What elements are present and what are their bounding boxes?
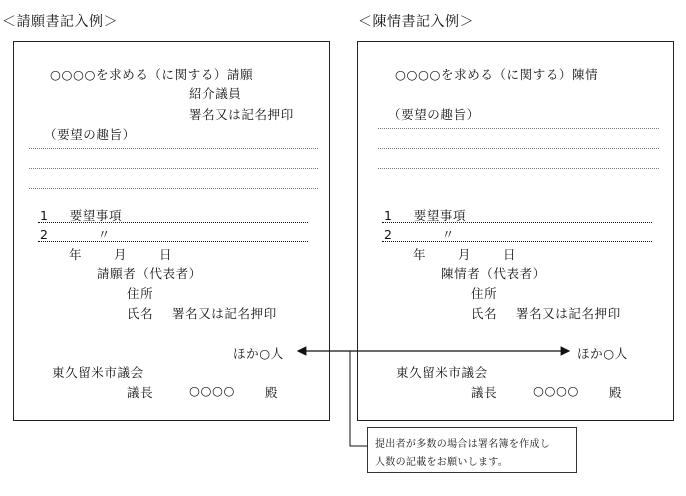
introducer-signature-label: 署名又は記名押印 bbox=[189, 107, 294, 122]
right-form-heading: ＜陳情書記入例＞ bbox=[358, 14, 474, 30]
council-name: 東久留米市議会 bbox=[52, 365, 144, 380]
name-label: 氏名 bbox=[471, 306, 498, 321]
note-line-2: 人数の記載をお願いします。 bbox=[375, 457, 509, 468]
date-month: 月 bbox=[458, 247, 472, 262]
item-number: 1 bbox=[40, 208, 49, 223]
petition-title: ○○○○を求める（に関する）請願 bbox=[50, 67, 254, 82]
ditto-mark: 〃 bbox=[97, 227, 111, 242]
appeal-title: ○○○○を求める（に関する）陳情 bbox=[395, 67, 599, 82]
council-name: 東久留米市議会 bbox=[396, 365, 488, 380]
item-number: 2 bbox=[384, 227, 393, 242]
petitioner-label: 陳情者（代表者） bbox=[441, 266, 546, 281]
date-month: 月 bbox=[114, 247, 128, 262]
left-form-heading: ＜請願書記入例＞ bbox=[2, 14, 118, 30]
item-number: 1 bbox=[384, 208, 393, 223]
note-box bbox=[367, 427, 577, 473]
date-day: 日 bbox=[159, 247, 173, 262]
others-count: ほか○人 bbox=[233, 346, 284, 361]
honorific: 殿 bbox=[609, 385, 623, 400]
name-label: 氏名 bbox=[127, 306, 154, 321]
note-line-1: 提出者が多数の場合は署名簿を作成し bbox=[375, 439, 551, 450]
gist-label: （要望の趣旨） bbox=[44, 127, 136, 142]
introducer-label: 紹介議員 bbox=[189, 86, 242, 101]
signature-label: 署名又は記名押印 bbox=[172, 306, 277, 321]
ditto-mark: 〃 bbox=[441, 227, 455, 242]
chair-label: 議長 bbox=[127, 385, 154, 400]
chair-name: ○○○○ bbox=[533, 383, 580, 398]
date-year: 年 bbox=[413, 247, 427, 262]
address-label: 住所 bbox=[471, 286, 498, 301]
petitioner-label: 請願者（代表者） bbox=[97, 266, 202, 281]
item-label: 要望事項 bbox=[69, 208, 123, 223]
item-label: 要望事項 bbox=[413, 208, 467, 223]
honorific: 殿 bbox=[265, 385, 279, 400]
chair-name: ○○○○ bbox=[189, 383, 236, 398]
signature-label: 署名又は記名押印 bbox=[516, 306, 621, 321]
address-label: 住所 bbox=[127, 286, 154, 301]
chair-label: 議長 bbox=[471, 385, 498, 400]
gist-label: （要望の趣旨） bbox=[388, 107, 480, 122]
date-day: 日 bbox=[503, 247, 517, 262]
date-year: 年 bbox=[69, 247, 83, 262]
item-number: 2 bbox=[40, 227, 49, 242]
note-leader-line bbox=[350, 351, 367, 446]
others-count: ほか○人 bbox=[577, 346, 628, 361]
